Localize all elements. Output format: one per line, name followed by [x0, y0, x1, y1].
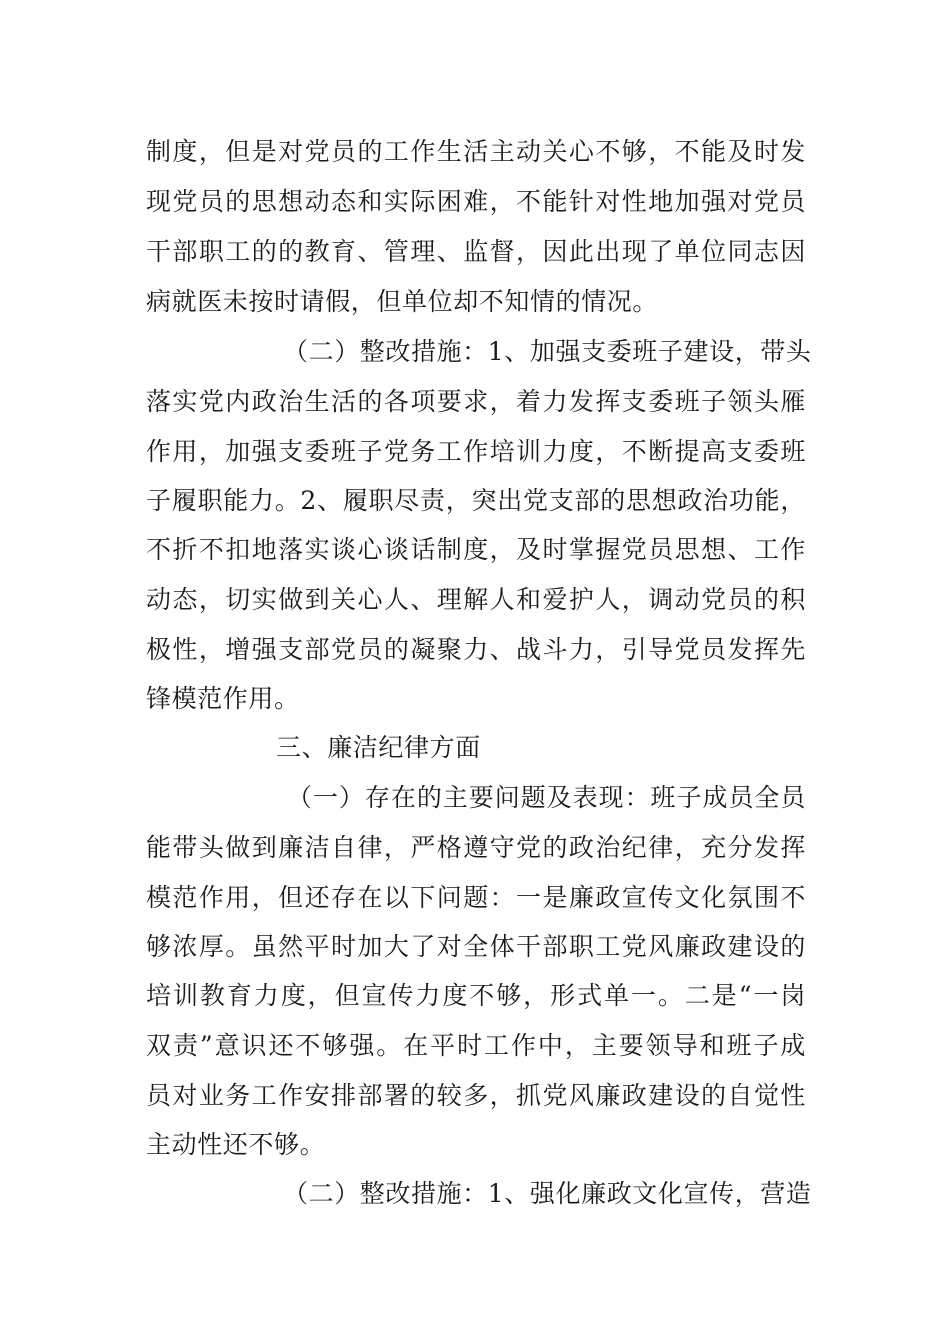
text-line: 培训教育力度，但宣传力度不够，形式单一。二是“一岗: [146, 981, 806, 1010]
section-heading-rectification-2: （二）整改措施：1、强化廉政文化宣传，营造: [283, 1179, 812, 1208]
text-line: 干部职工的的教育、管理、监督，因此出现了单位同志因: [146, 237, 806, 266]
text-line: 双责”意识还不够强。在平时工作中，主要领导和班子成: [146, 1031, 806, 1060]
text-line: 子履职能力。2、履职尽责，突出党支部的思想政治功能，: [146, 486, 806, 515]
text-line: 不折不扣地落实谈心谈话制度，及时掌握党员思想、工作: [146, 535, 806, 564]
text-line: 极性，增强支部党员的凝聚力、战斗力，引导党员发挥先: [146, 635, 806, 664]
section-heading-problems: （一）存在的主要问题及表现：班子成员全员: [287, 783, 806, 812]
text-line: 锋模范作用。: [146, 684, 300, 713]
text-line: 模范作用，但还存在以下问题：一是廉政宣传文化氛围不: [146, 883, 806, 912]
text-line: 够浓厚。虽然平时加大了对全体干部职工党风廉政建设的: [146, 932, 806, 961]
text-line: 病就医未按时请假，但单位却不知情的情况。: [146, 287, 659, 316]
text-line: 动态，切实做到关心人、理解人和爱护人，调动党员的积: [146, 585, 806, 614]
section-heading-rectification: （二）整改措施：1、加强支委班子建设，带头: [283, 337, 812, 366]
text-line: 制度，但是对党员的工作生活主动关心不够，不能及时发: [146, 137, 806, 166]
text-line: 员对业务工作安排部署的较多，抓党风廉政建设的自觉性: [146, 1081, 806, 1110]
text-line: 能带头做到廉洁自律，严格遵守党的政治纪律，充分发挥: [146, 833, 806, 862]
text-line: 落实党内政治生活的各项要求，着力发挥支委班子领头雁: [146, 387, 806, 416]
text-line: 作用，加强支委班子党务工作培训力度，不断提高支委班: [146, 437, 806, 466]
text-line: 现党员的思想动态和实际困难，不能针对性地加强对党员: [146, 187, 806, 216]
section-title-integrity: 三、廉洁纪律方面: [276, 733, 481, 762]
text-line: 主动性还不够。: [146, 1130, 326, 1159]
